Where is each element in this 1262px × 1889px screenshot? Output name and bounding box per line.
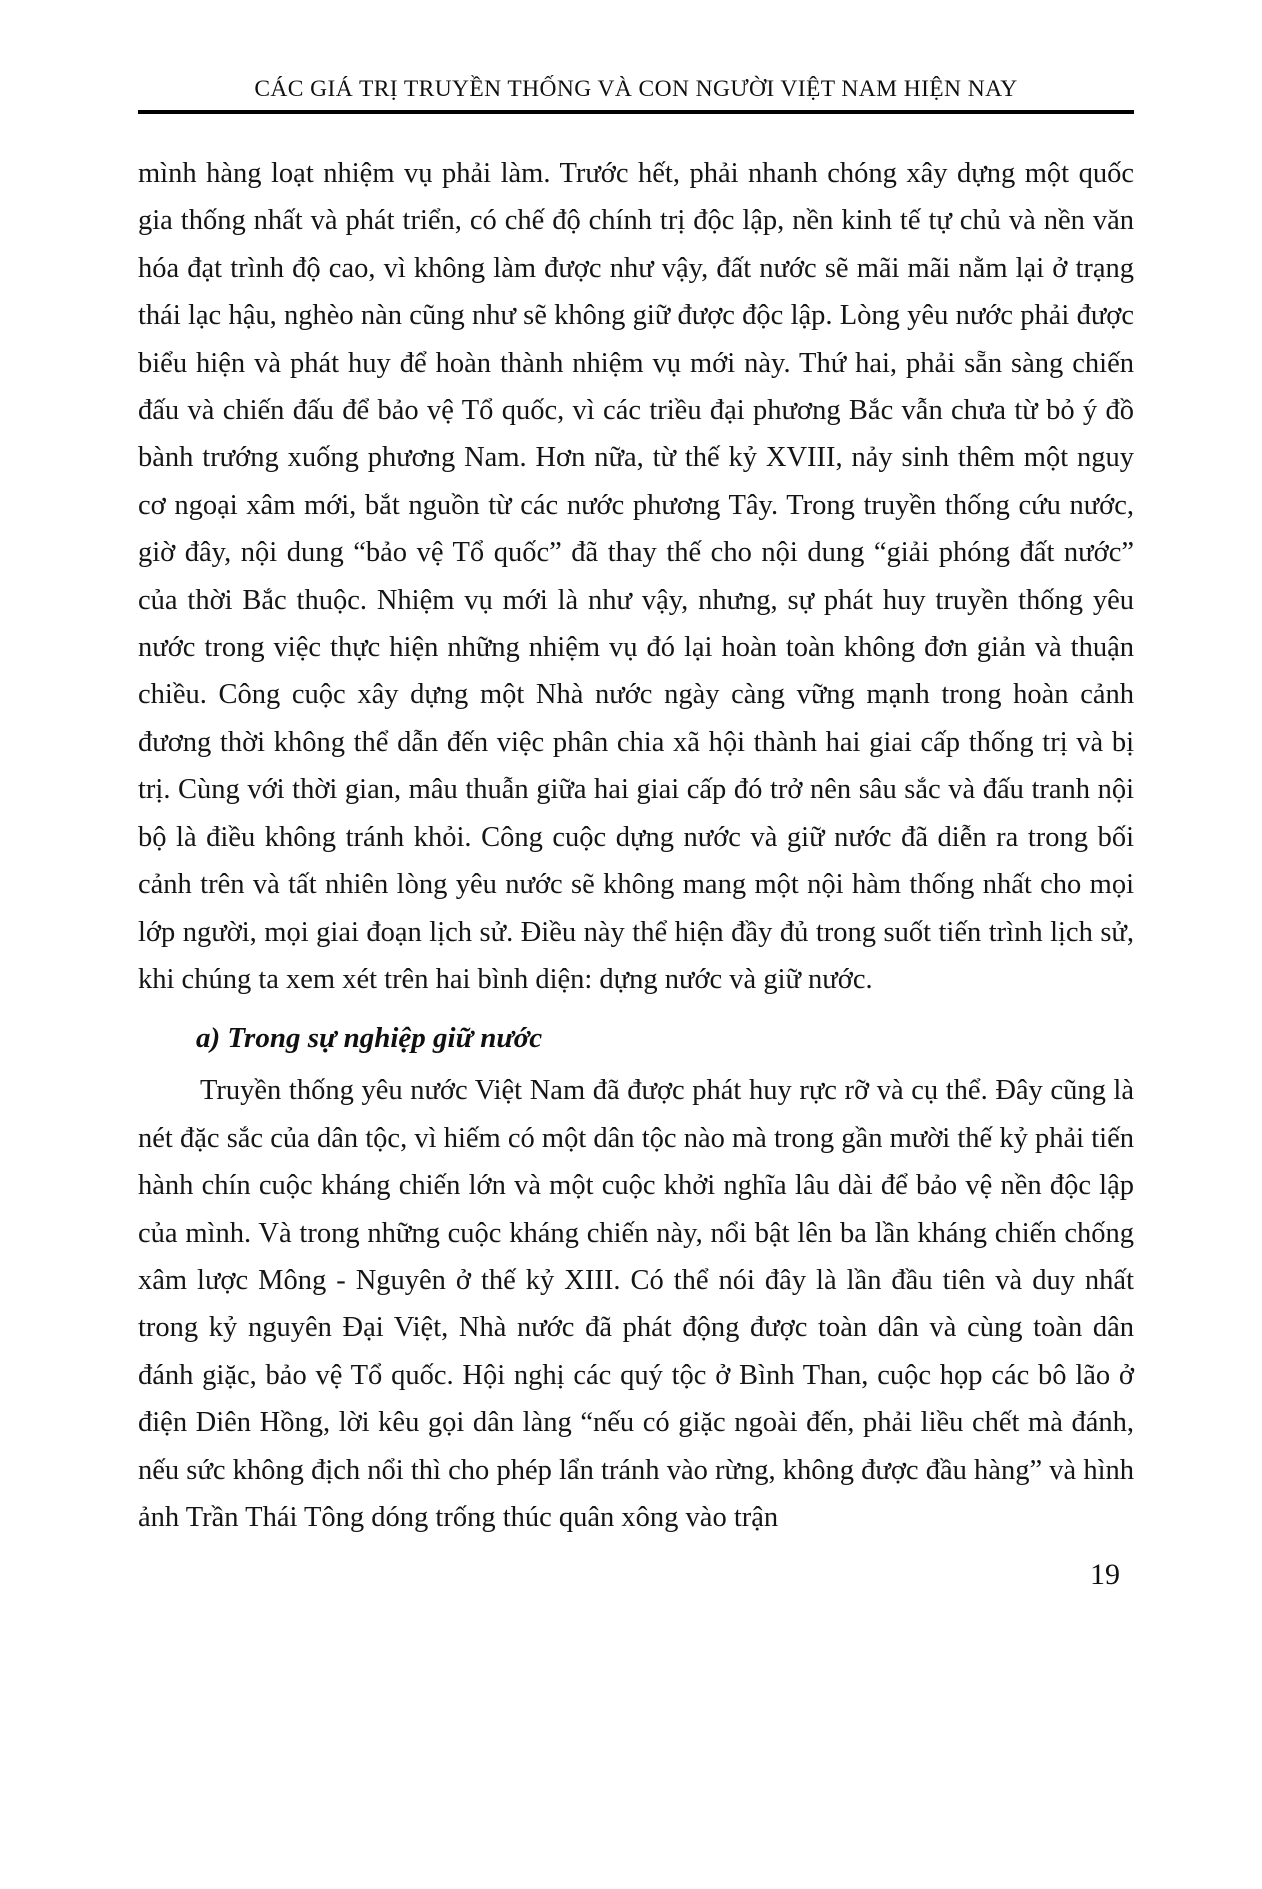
paragraph-second: Truyền thống yêu nước Việt Nam đã được phát huy rực rỡ và cụ thể. Đây cũng là nét đặc sắc của dân tộc, vì hiếm có một dân tộc nào mà trong gần mười thế kỷ phải tiến hành chín cuộc kháng chiến lớn và một cuộc khởi nghĩa lâu dài để bảo vệ nền độc lập của mình. Và trong những cuộc kháng chiến này, nổi bật lên ba lần kháng chiến chống xâm lược Mông - Nguyên ở thế kỷ XIII. Có thể nói đây là lần đầu tiên và duy nhất trong kỷ nguyên Đại Việt, Nhà nước đã phát động được toàn dân và cùng toàn dân đánh giặc, bảo vệ Tổ quốc. Hội nghị các quý tộc ở Bình Than, cuộc họp các bô lão ở điện Diên Hồng, lời kêu gọi dân làng “nếu có giặc ngoài đến, phải liều chết mà đánh, nếu sức không địch nổi thì cho phép lẩn tránh vào rừng, không được đầu hàng” và hình ảnh Trần Thái Tông dóng trống thúc quân xông vào trận [138, 1075, 1134, 1533]
section-heading: a) Trong sự nghiệp giữ nước [196, 1022, 543, 1055]
page-number: 19 [1090, 1558, 1120, 1592]
page-body [138, 150, 1134, 1541]
paragraph-continuation: mình hàng loạt nhiệm vụ phải làm. Trước hết, phải nhanh chóng xây dựng một quốc gia thống nhất và phát triển, có chế độ chính trị độc lập, nền kinh tế tự chủ và nền văn hóa đạt trình độ cao, vì không làm được như vậy, đất nước sẽ mãi mãi nằm lại ở trạng thái lạc hậu, nghèo nàn cũng như sẽ không giữ được độc lập. Lòng yêu nước phải được biểu hiện và phát huy để hoàn thành nhiệm vụ mới này. Thứ hai, phải sẵn sàng chiến đấu và chiến đấu để bảo vệ Tổ quốc, vì các triều đại phương Bắc vẫn chưa từ bỏ ý đồ bành trướng xuống phương Nam. Hơn nữa, từ thế kỷ XVIII, nảy sinh thêm một nguy cơ ngoại xâm mới, bắt nguồn từ các nước phương Tây. Trong truyền thống cứu nước, giờ đây, nội dung “bảo vệ Tổ quốc” đã thay thế cho nội dung “giải phóng đất nước” của thời Bắc thuộc. Nhiệm vụ mới là như vậy, nhưng, sự phát huy truyền thống yêu nước trong việc thực hiện những nhiệm vụ đó lại hoàn toàn không đơn giản và thuận chiều. Công cuộc xây dựng một Nhà nước ngày càng vững mạnh trong hoàn cảnh đương thời không thể dẫn đến việc phân chia xã hội thành hai giai cấp thống trị và bị trị. Cùng với thời gian, mâu thuẫn giữa hai giai cấp đó trở nên sâu sắc và đấu tranh nội bộ là điều không tránh khỏi. Công cuộc dựng nước và giữ nước đã diễn ra trong bối cảnh trên và tất nhiên lòng yêu nước sẽ không mang một nội hàm thống nhất cho mọi lớp người, mọi giai đoạn lịch sử. Điều này thể hiện đầy đủ trong suốt tiến trình lịch sử, khi chúng ta xem xét trên hai bình diện: dựng nước và giữ nước. [138, 158, 1134, 995]
running-header-title: CÁC GIÁ TRỊ TRUYỀN THỐNG VÀ CON NGƯỜI VIỆT NAM HIỆN NAY [254, 76, 1018, 102]
header-rule [138, 110, 1134, 114]
